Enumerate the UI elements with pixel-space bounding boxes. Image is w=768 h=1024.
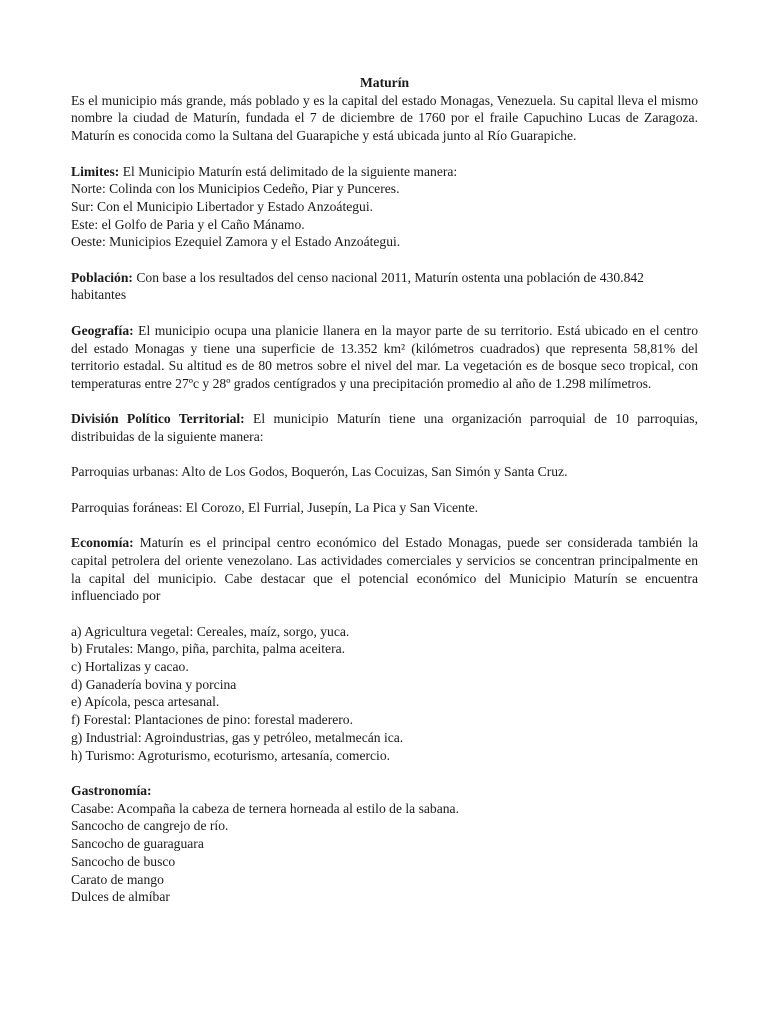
list-item: b) Frutales: Mango, piña, parchita, palma aceitera. — [71, 641, 346, 657]
division-text: El municipio Maturín tiene una organización parroquial de 10 parroquias, distribuidas de la siguiente manera: — [71, 411, 698, 444]
limites-item: Este: el Golfo de Paria y el Caño Mánamo. — [71, 216, 305, 232]
limites-section — [71, 163, 698, 252]
list-item: c) Hortalizas y cacao. — [71, 659, 189, 675]
gastronomia-section — [71, 782, 698, 906]
list-item: Sancocho de cangrejo de río. — [71, 818, 229, 834]
poblacion-section — [71, 269, 698, 304]
poblacion-text: Con base a los resultados del censo nacional 2011, Maturín ostenta una población de 430.842 habitantes — [71, 269, 644, 303]
poblacion-label: Población: — [71, 269, 133, 285]
geografia-label: Geografía: — [71, 322, 134, 338]
limites-item: Oeste: Municipios Ezequiel Zamora y el Estado Anzoátegui. — [71, 234, 401, 250]
list-item: Dulces de almíbar — [71, 889, 170, 905]
list-item: e) Apícola, pesca artesanal. — [71, 694, 220, 710]
gastronomia-label: Gastronomía: — [71, 782, 152, 798]
list-item: f) Forestal: Plantaciones de pino: forestal maderero. — [71, 712, 353, 728]
list-item: Sancocho de guaraguara — [71, 836, 204, 852]
geografia-section — [71, 322, 698, 393]
list-item: d) Ganadería bovina y porcina — [71, 676, 237, 692]
limites-item: Norte: Colinda con los Municipios Cedeño, Piar y Punceres. — [71, 181, 400, 197]
list-item: g) Industrial: Agroindustrias, gas y petróleo, metalmecán ica. — [71, 729, 404, 745]
document-title: Maturín — [359, 75, 410, 90]
limites-item: Sur: Con el Municipio Libertador y Estado Anzoátegui. — [71, 198, 374, 214]
list-item: a) Agricultura vegetal: Cereales, maíz, sorgo, yuca. — [71, 623, 350, 639]
limites-label: Limites: — [71, 163, 120, 179]
economia-text: Maturín es el principal centro económico del Estado Monagas, puede ser considerada también la capital petrolera del oriente venezolano. Las actividades comerciales y servicios se concentran principalmente en la capital del municipio. Cabe destacar que el potencial económico del Municipio Maturín se encuentra influenciado por — [71, 535, 698, 604]
economia-label: Economía: — [71, 535, 134, 551]
intro-paragraph: Es el municipio más grande, más poblado y es la capital del estado Monagas, Venezuela. Su capital lleva el mismo nombre la ciudad de Maturín, fundada el 7 de diciembre de 1760 por el fraile Capuchino Lucas de Zaragoza. Maturín es conocida como la Sultana del Guarapiche y está ubicada junto al Río Guarapiche. — [71, 92, 698, 144]
division-section — [71, 410, 698, 445]
document-page — [71, 74, 698, 906]
list-item: Casabe: Acompaña la cabeza de ternera horneada al estilo de la sabana. — [71, 800, 459, 816]
parroquias-urbanas: Parroquias urbanas: Alto de Los Godos, Boquerón, Las Cocuizas, San Simón y Santa Cruz. — [71, 464, 568, 480]
parroquias-foraneas: Parroquias foráneas: El Corozo, El Furrial, Jusepín, La Pica y San Vicente. — [71, 499, 479, 515]
list-item: Carato de mango — [71, 871, 164, 887]
list-item: Sancocho de busco — [71, 853, 176, 869]
economia-list — [71, 623, 698, 765]
list-item: h) Turismo: Agroturismo, ecoturismo, artesanía, comercio. — [71, 747, 391, 763]
division-label: División Político Territorial: — [71, 411, 245, 427]
geografia-text: El municipio ocupa una planicie llanera en la mayor parte de su territorio. Está ubicado en el centro del estado Monagas y tiene una superficie de 13.352 km² (kilómetros cuadrados) que representa 58,81% del territorio estadal. Su altitud es de 80 metros sobre el nivel del mar. La vegetación es de bosque seco tropical, con temperaturas entre 27ºc y 28º grados centígrados y una precipitación promedio al año de 1.298 milímetros. — [71, 322, 698, 391]
limites-text: El Municipio Maturín está delimitado de la siguiente manera: — [119, 163, 458, 179]
economia-section — [71, 534, 698, 605]
